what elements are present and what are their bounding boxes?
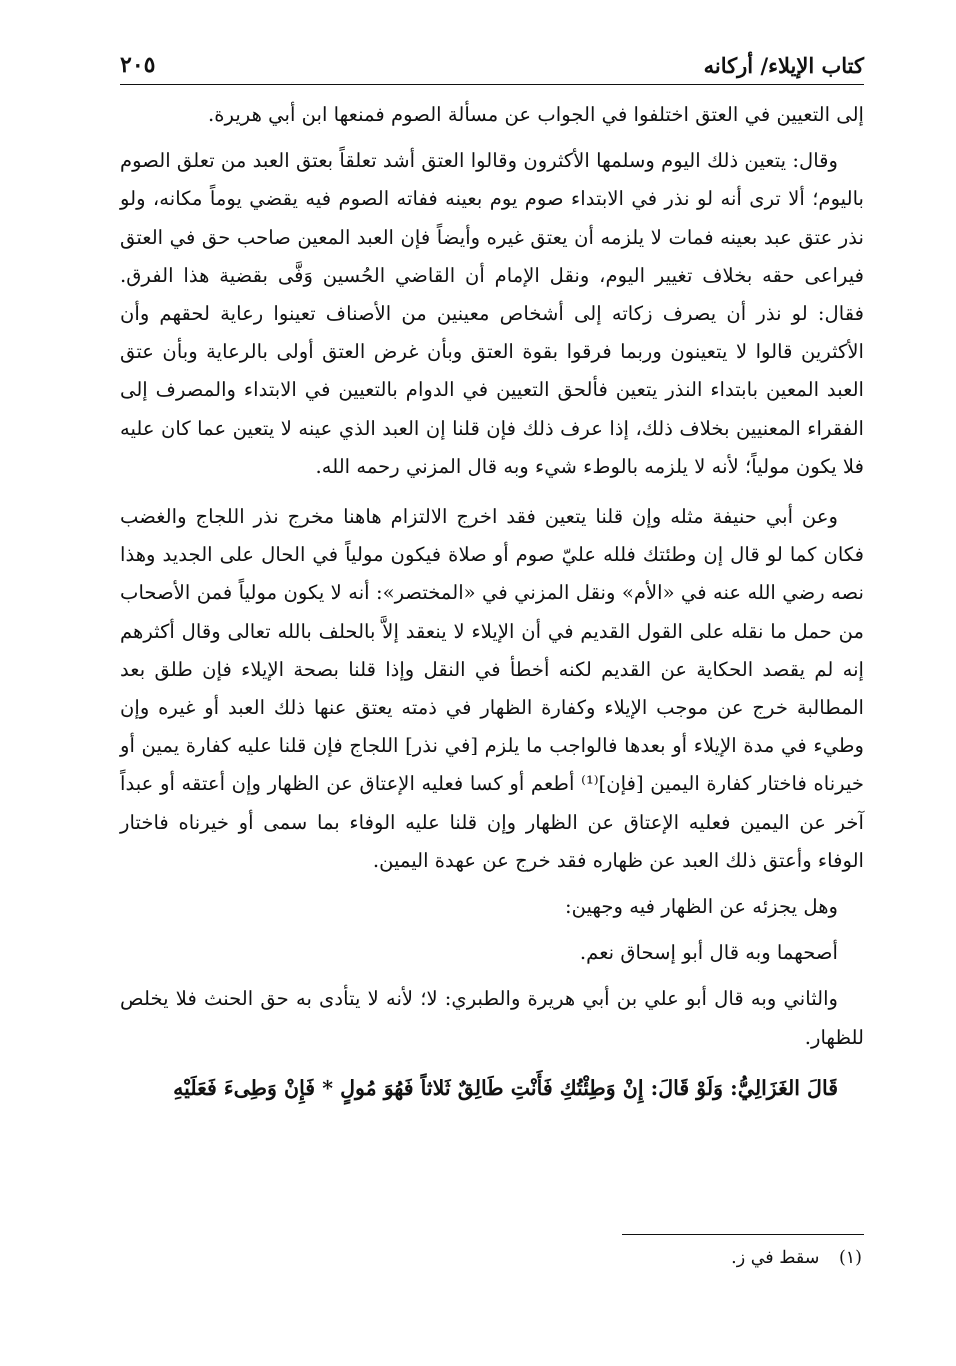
paragraph: أصحهما وبه قال أبو إسحاق نعم. <box>579 941 838 965</box>
paragraph: وقال: يتعين ذلك اليوم وسلمها الأكثرون وقالوا العتق أشد تعلقاً بعتق العبد من تعلق الصوم باليوم؛ ألا ترى أنه لو نذر في الابتداء صوم يوم بعينه ففاته الصوم فيه يقضي يوماً مكانه، ولو نذر عتق عبد بعينه فمات لا يلزمه أن يعتق غيره وأيضاً فإن العبد المعين صاحب حق في العتق فيراعى حقه بخلاف تغيير اليوم، ونقل الإمام أن القاضي الحُسين وَفَّى بقضية هذا الفرق. فقال: لو نذر أن يصرف زكاته إلى أشخاص معينين من الأصناف تعينوا رعاية لحقهم وأن الأكثرين قالوا لا يتعينون وربما فرقوا بقوة العتق وبأن غرض العتق أولى بالرعاية وبأن عتق العبد المعين بابتداء النذر يتعين فألحق التعيين في الدوام بالتعيين في الابتداء والمصرف إلى الفقراء المعنيين بخلاف ذلك، إذا عرف ذلك فإن قلنا إن العبد الذي عينه لا يتعين عما كان عليه فلا يكون مولياً؛ لأنه لا يلزمه بالوطء شيء وبه قال المزني رحمه الله. <box>120 149 864 478</box>
footnote <box>731 1244 862 1272</box>
commentary-line: قَالَ الغَزَالِيُّ: وَلَوْ قَالَ: إِنْ وَطِئْتُكِ فَأَنْتِ طَالِقٌ ثَلاثاً فَهُوَ مُولٍ * فَإِنْ وَطِىءَ فَعَلَيْهِ <box>173 1075 838 1100</box>
paragraph: والثاني وبه قال أبو علي بن أبي هريرة والطبري: لا؛ لأنه لا يتأدى به حق الحنث فلا يخلص للظهار. <box>120 987 864 1049</box>
paragraph: وعن أبي حنيفة مثله وإن قلنا يتعين فقد اخرج الالتزام هاهنا مخرج نذر اللجاج والغضب فكان كما لو قال إن وطئتك فلله عليّ صوم أو صلاة فيكون مولياً في الحال على الجديد وهذا نصه رضي الله عنه في «الأم» ونقل المزني في «المختصر»: أنه لا يكون مولياً فمن الأصحاب من حمل ما نقله على القول القديم في أن الإيلاء لا ينعقد إلاَّ بالحلف بالله تعالى وقال أكثرهم إنه لم يقصد الحكاية عن القديم لكنه أخطأ في النقل وإذا قلنا بصحة الإيلاء فإن طلق بعد المطالبة خرج عن موجب الإيلاء وكفارة الظهار في ذمته يعتق عنها ذلك العبد أو غيره وإن وطيء في مدة الإيلاء أو بعدها فالواجب ما يلزم [في نذر] اللجاج فإن قلنا عليه كفارة يمين أو خيرناه فاختار كفارة اليمين [فإن]⁽¹⁾ أطعم أو كسا فعليه الإعتاق عن الظهار وإن أعتقه أو عبداً آخر عن اليمين فعليه الإعتاق عن الظهار وإن قلنا عليه الوفاء بما سمى أو خيرناه فاختار الوفاء وأعتق ذلك العبد عن ظهاره فقد خرج عن عهدة اليمين. <box>120 505 864 872</box>
footnote-text: سقط في ز. <box>731 1248 820 1268</box>
page-number: ٢٠٥ <box>120 52 156 78</box>
page-header <box>120 38 864 85</box>
main-text <box>120 96 864 1107</box>
paragraph: وهل يجزئه عن الظهار فيه وجهين: <box>564 895 838 919</box>
footnote-number: (١) <box>838 1248 862 1268</box>
footnote-divider <box>622 1234 864 1235</box>
running-title: كتاب الإيلاء/ أركانه <box>703 53 864 78</box>
paragraph: إلى التعيين في العتق اختلفوا في الجواب عن مسألة الصوم فمنعها ابن أبي هريرة. <box>208 103 864 126</box>
